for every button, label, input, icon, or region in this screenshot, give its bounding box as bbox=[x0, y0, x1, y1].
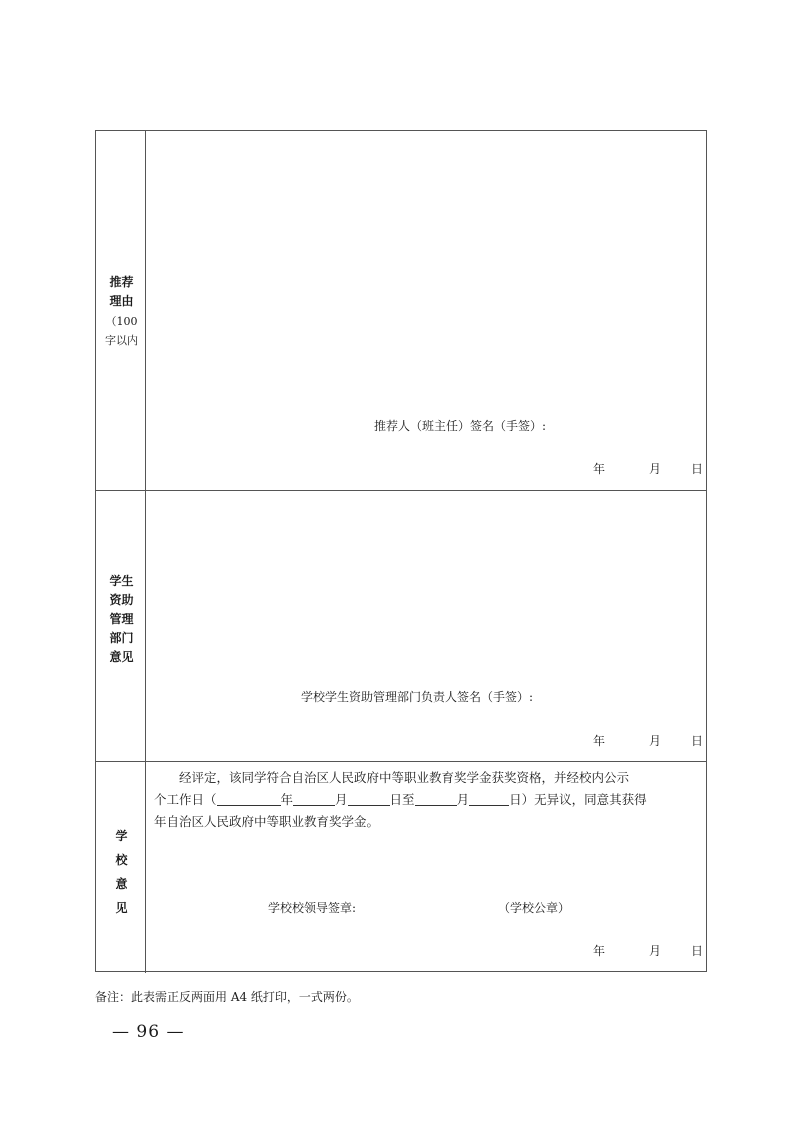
word-limit-note: （100 字以内 bbox=[105, 315, 138, 347]
aid-department-label: 学生 资助 管理 部门 意见 bbox=[109, 574, 134, 664]
date-month-label: 月 bbox=[649, 944, 662, 958]
date-day-label: 日 bbox=[691, 734, 704, 748]
no-objection-text: 日）无异议，同意其获得 bbox=[509, 792, 647, 807]
school-opinion-label: 学 校 意 见 bbox=[115, 829, 128, 915]
recommender-signature-label: 推荐人（班主任）签名（手签）: bbox=[374, 419, 547, 433]
date-year-label: 年 bbox=[593, 944, 606, 958]
page-number: — 96 — bbox=[112, 1022, 185, 1042]
aid-department-signature-label: 学校学生资助管理部门负责人签名（手签）: bbox=[301, 690, 534, 704]
school-seal-label: （学校公章） bbox=[498, 901, 571, 915]
date-year-label: 年 bbox=[593, 462, 606, 476]
year-text: 年 bbox=[280, 792, 294, 807]
aid-department-opinion-content[interactable] bbox=[146, 491, 706, 761]
month-blank[interactable] bbox=[293, 791, 335, 806]
evaluation-paragraph-line-2 bbox=[154, 789, 698, 811]
award-form-table bbox=[95, 130, 707, 972]
school-opinion-label-cell bbox=[96, 762, 146, 973]
date-day-label: 日 bbox=[691, 944, 704, 958]
recommendation-reason-content[interactable] bbox=[146, 131, 706, 490]
day-to-text: 日至 bbox=[389, 792, 415, 807]
year-blank[interactable] bbox=[217, 791, 281, 806]
aid-department-opinion-row bbox=[96, 491, 706, 762]
day-blank-2[interactable] bbox=[469, 791, 509, 806]
aid-department-label-cell bbox=[96, 491, 146, 761]
footer-note: 备注：此表需正反两面用 A4 纸打印，一式两份。 bbox=[95, 990, 359, 1004]
day-blank[interactable] bbox=[348, 791, 390, 806]
date-year-label: 年 bbox=[593, 734, 606, 748]
evaluation-paragraph-line-1: 经评定，该同学符合自治区人民政府中等职业教育奖学金获奖资格，并经校内公示 bbox=[179, 770, 630, 785]
publicity-period-text: 个工作日（ bbox=[154, 792, 217, 807]
date-month-label: 月 bbox=[649, 734, 662, 748]
recommendation-reason-row bbox=[96, 131, 706, 491]
recommendation-reason-label: 推荐 理由 bbox=[109, 275, 134, 308]
recommendation-reason-label-cell bbox=[96, 131, 146, 490]
month-blank-2[interactable] bbox=[415, 791, 457, 806]
school-opinion-content[interactable] bbox=[146, 762, 706, 973]
school-opinion-row bbox=[96, 762, 706, 973]
school-leader-signature-label: 学校校领导签章: bbox=[268, 901, 357, 915]
month-text: 月 bbox=[335, 792, 348, 807]
month-text-2: 月 bbox=[456, 792, 470, 807]
date-day-label: 日 bbox=[691, 462, 704, 476]
date-month-label: 月 bbox=[649, 462, 662, 476]
evaluation-paragraph-line-3: 年自治区人民政府中等职业教育奖学金。 bbox=[154, 814, 380, 829]
